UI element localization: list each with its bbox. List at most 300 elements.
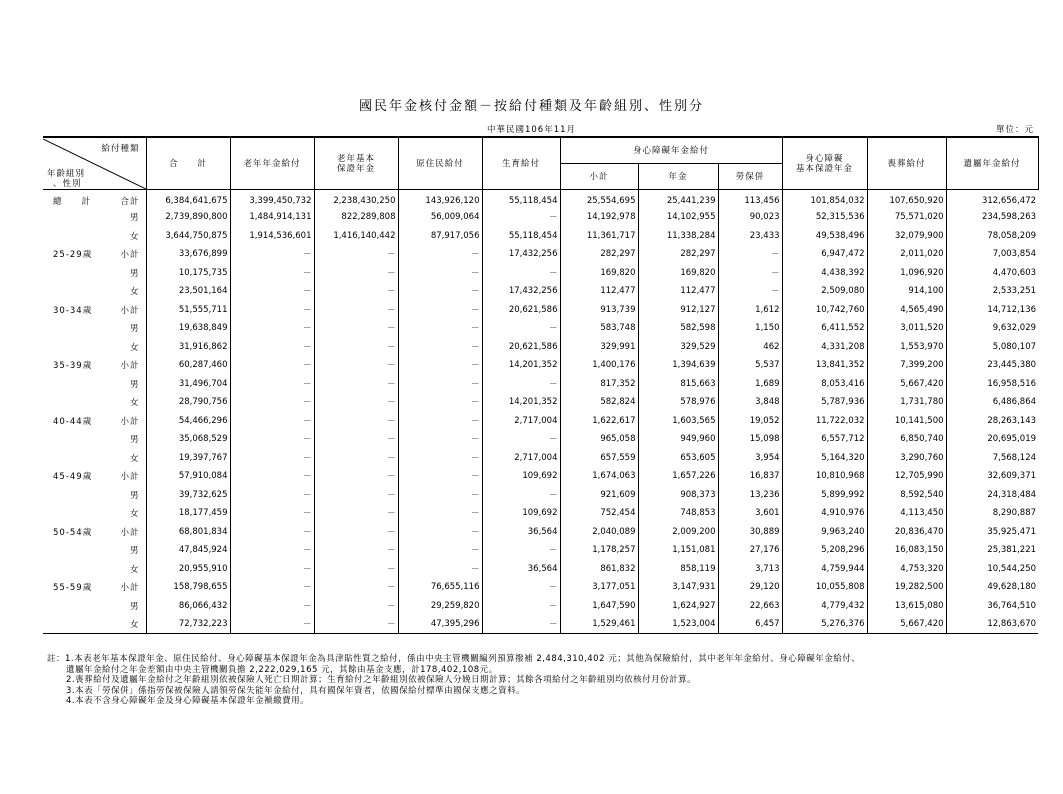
table-cell: 5,667,420: [867, 375, 946, 394]
table-cell: －: [398, 430, 482, 449]
header-disability-labor: 勞保併: [718, 164, 782, 190]
table-cell: 76,655,116: [398, 578, 482, 597]
table-cell: 109,692: [482, 467, 560, 486]
table-cell: 13,236: [718, 486, 782, 505]
row-sub-label: 女: [109, 338, 146, 357]
table-cell: －: [314, 301, 398, 320]
row-group-label: 55-59歲: [53, 583, 93, 594]
table-cell: 25,554,695: [560, 190, 638, 209]
table-cell: －: [314, 282, 398, 301]
table-cell: 913,739: [560, 301, 638, 320]
row-group-label: 總 計: [53, 196, 92, 207]
table-cell: 10,742,760: [782, 301, 867, 320]
table-cell: 4,565,490: [867, 301, 946, 320]
table-row: [43, 560, 1038, 579]
table-cell: 583,748: [560, 319, 638, 338]
table-cell: －: [230, 412, 314, 431]
table-row: [43, 245, 1038, 264]
table-cell: 752,454: [560, 504, 638, 523]
table-cell: 143,926,120: [398, 190, 482, 209]
table-row: [43, 615, 1038, 634]
table-cell: －: [314, 264, 398, 283]
table-cell: 33,676,899: [146, 245, 230, 264]
table-cell: 582,598: [638, 319, 718, 338]
table-cell: 312,656,472: [946, 190, 1038, 209]
table-cell: 22,663: [718, 597, 782, 616]
table-cell: 748,853: [638, 504, 718, 523]
table-cell: 1,484,914,131: [230, 208, 314, 227]
row-sub-label: 女: [109, 282, 146, 301]
corner-header: [43, 137, 146, 190]
header-disability-subtotal: 小計: [560, 164, 638, 190]
table-cell: －: [230, 560, 314, 579]
table-cell: －: [230, 282, 314, 301]
table-cell: 13,841,352: [782, 356, 867, 375]
table-cell: 52,315,536: [782, 208, 867, 227]
table-cell: 5,208,296: [782, 541, 867, 560]
table-cell: －: [718, 282, 782, 301]
header-disability-annuity: 年金: [638, 164, 718, 190]
table-cell: 4,753,320: [867, 560, 946, 579]
table-cell: 169,820: [638, 264, 718, 283]
table-cell: 3,848: [718, 393, 782, 412]
table-cell: 1,624,927: [638, 597, 718, 616]
table-cell: 582,824: [560, 393, 638, 412]
table-cell: 19,397,767: [146, 449, 230, 468]
table-cell: 51,555,711: [146, 301, 230, 320]
table-row: [43, 467, 1038, 486]
table-cell: 4,438,392: [782, 264, 867, 283]
row-group-label: [43, 430, 109, 449]
table-cell: 914,100: [867, 282, 946, 301]
table-cell: 7,399,200: [867, 356, 946, 375]
note-2: 2.喪葬給付及遺屬年金給付之年齡組別依被保險人死亡日期計算；生育給付之年齡組別依被保險人分娩日期計算；其餘各項給付之年齡組別均依核付月份計算。: [66, 675, 697, 685]
table-cell: 817,352: [560, 375, 638, 394]
table-cell: 3,601: [718, 504, 782, 523]
table-cell: －: [398, 449, 482, 468]
table-cell: －: [314, 467, 398, 486]
row-group-label: [43, 615, 109, 634]
table-cell: 462: [718, 338, 782, 357]
table-cell: －: [398, 356, 482, 375]
table-cell: 1,529,461: [560, 615, 638, 634]
table-cell: －: [314, 541, 398, 560]
table-cell: 1,150: [718, 319, 782, 338]
table-cell: 282,297: [638, 245, 718, 264]
header-old-age-basic: 老年基本 保證年金: [314, 137, 398, 190]
table-cell: 19,638,849: [146, 319, 230, 338]
table-cell: 68,801,834: [146, 523, 230, 542]
table-cell: －: [482, 597, 560, 616]
table-cell: 86,066,432: [146, 597, 230, 616]
table-cell: －: [314, 523, 398, 542]
table-row: [43, 412, 1038, 431]
table-cell: 2,717,004: [482, 449, 560, 468]
table-cell: 112,477: [638, 282, 718, 301]
header-total: 合 計: [146, 137, 230, 190]
table-cell: 11,361,717: [560, 227, 638, 246]
table-row: [43, 375, 1038, 394]
table-cell: 234,598,263: [946, 208, 1038, 227]
table-cell: －: [230, 467, 314, 486]
table-cell: 28,263,143: [946, 412, 1038, 431]
table-cell: －: [314, 597, 398, 616]
row-sub-label: 男: [109, 375, 146, 394]
row-group-label: [43, 375, 109, 394]
table-cell: 27,176: [718, 541, 782, 560]
table-cell: －: [482, 264, 560, 283]
table-cell: －: [482, 319, 560, 338]
table-cell: －: [398, 319, 482, 338]
table-cell: 17,432,256: [482, 245, 560, 264]
table-cell: －: [230, 578, 314, 597]
table-cell: －: [398, 467, 482, 486]
table-cell: －: [398, 282, 482, 301]
table-cell: －: [398, 504, 482, 523]
table-cell: 20,836,470: [867, 523, 946, 542]
table-cell: 3,011,520: [867, 319, 946, 338]
table-cell: 32,609,371: [946, 467, 1038, 486]
table-cell: 36,564: [482, 560, 560, 579]
row-sub-label: 女: [109, 560, 146, 579]
row-sub-label: 男: [109, 208, 146, 227]
table-cell: －: [482, 615, 560, 634]
table-cell: 1,657,226: [638, 467, 718, 486]
table-cell: －: [314, 449, 398, 468]
row-group-label: 30-34歲: [53, 305, 93, 316]
table-cell: 965,058: [560, 430, 638, 449]
table-cell: 6,457: [718, 615, 782, 634]
table-cell: 329,529: [638, 338, 718, 357]
table-cell: 5,787,936: [782, 393, 867, 412]
table-cell: 815,663: [638, 375, 718, 394]
table-cell: 20,955,910: [146, 560, 230, 579]
table-cell: 6,850,740: [867, 430, 946, 449]
table-cell: 2,509,080: [782, 282, 867, 301]
row-group-label: 40-44歲: [53, 416, 93, 427]
table-cell: 822,289,808: [314, 208, 398, 227]
table-cell: 10,810,968: [782, 467, 867, 486]
table-cell: 7,003,854: [946, 245, 1038, 264]
row-group-label: 50-54歲: [53, 527, 93, 538]
row-group-label: [43, 560, 109, 579]
row-group-label: [43, 486, 109, 505]
table-cell: 29,259,820: [398, 597, 482, 616]
table-row: [43, 430, 1038, 449]
row-sub-label: 小計: [109, 578, 146, 597]
table-cell: 4,910,976: [782, 504, 867, 523]
corner-bottom-label-2: 、性別: [53, 178, 82, 189]
table-cell: 1,674,063: [560, 467, 638, 486]
table-cell: －: [314, 319, 398, 338]
table-row: [43, 597, 1038, 616]
table-cell: －: [230, 338, 314, 357]
table-cell: 16,958,516: [946, 375, 1038, 394]
table-cell: 60,287,460: [146, 356, 230, 375]
table-row: [43, 449, 1038, 468]
table-cell: 657,559: [560, 449, 638, 468]
table-cell: －: [314, 412, 398, 431]
table-cell: 78,058,209: [946, 227, 1038, 246]
row-group-label: 35-39歲: [53, 361, 93, 372]
table-cell: 25,381,221: [946, 541, 1038, 560]
table-cell: 14,201,352: [482, 393, 560, 412]
table-cell: 1,647,590: [560, 597, 638, 616]
row-sub-label: 小計: [109, 356, 146, 375]
table-body: [43, 190, 1038, 634]
table-cell: －: [482, 430, 560, 449]
row-sub-label: 小計: [109, 245, 146, 264]
table-cell: 7,568,124: [946, 449, 1038, 468]
table-cell: －: [230, 504, 314, 523]
row-group-label: [43, 504, 109, 523]
row-sub-label: 小計: [109, 301, 146, 320]
table-cell: －: [230, 430, 314, 449]
table-cell: 8,290,887: [946, 504, 1038, 523]
table-cell: －: [230, 356, 314, 375]
table-row: [43, 338, 1038, 357]
table-row: [43, 301, 1038, 320]
table-cell: 858,119: [638, 560, 718, 579]
table-cell: 49,538,496: [782, 227, 867, 246]
table-row: [43, 282, 1038, 301]
table-cell: 17,432,256: [482, 282, 560, 301]
table-cell: 14,102,955: [638, 208, 718, 227]
table-cell: 25,441,239: [638, 190, 718, 209]
table-cell: 24,318,484: [946, 486, 1038, 505]
table-cell: 23,445,380: [946, 356, 1038, 375]
table-row: [43, 486, 1038, 505]
table-cell: 1,394,639: [638, 356, 718, 375]
table-cell: －: [230, 375, 314, 394]
table-cell: 653,605: [638, 449, 718, 468]
table-cell: 9,632,029: [946, 319, 1038, 338]
table-cell: 2,009,200: [638, 523, 718, 542]
table-cell: 16,083,150: [867, 541, 946, 560]
table-cell: 3,954: [718, 449, 782, 468]
table-cell: 5,080,107: [946, 338, 1038, 357]
table-cell: －: [230, 597, 314, 616]
row-sub-label: 男: [109, 541, 146, 560]
payment-table: [43, 136, 1039, 634]
table-cell: 29,120: [718, 578, 782, 597]
row-group-label: [43, 319, 109, 338]
table-cell: 19,282,500: [867, 578, 946, 597]
table-cell: 4,331,208: [782, 338, 867, 357]
table-cell: 4,759,944: [782, 560, 867, 579]
table-row: [43, 541, 1038, 560]
table-cell: 3,290,760: [867, 449, 946, 468]
table-cell: 4,113,450: [867, 504, 946, 523]
table-cell: －: [230, 449, 314, 468]
table-cell: 8,053,416: [782, 375, 867, 394]
row-sub-label: 合計: [109, 190, 146, 209]
table-cell: 55,118,454: [482, 227, 560, 246]
table-cell: 23,501,164: [146, 282, 230, 301]
table-cell: 35,925,471: [946, 523, 1038, 542]
table-cell: 109,692: [482, 504, 560, 523]
table-cell: 47,845,924: [146, 541, 230, 560]
table-cell: 56,009,064: [398, 208, 482, 227]
table-cell: 5,537: [718, 356, 782, 375]
table-cell: 36,764,510: [946, 597, 1038, 616]
footnotes: [47, 654, 860, 707]
table-cell: 1,178,257: [560, 541, 638, 560]
table-cell: 3,399,450,732: [230, 190, 314, 209]
row-sub-label: 女: [109, 449, 146, 468]
header-old-age: 老年年金給付: [230, 137, 314, 190]
corner-top-label: 給付種類: [101, 143, 140, 154]
table-cell: －: [314, 486, 398, 505]
row-group-label: [43, 449, 109, 468]
table-cell: －: [230, 393, 314, 412]
table-cell: 1,151,081: [638, 541, 718, 560]
row-group-label: [43, 597, 109, 616]
row-sub-label: 小計: [109, 467, 146, 486]
table-cell: 1,553,970: [867, 338, 946, 357]
table-cell: －: [314, 504, 398, 523]
table-cell: 90,023: [718, 208, 782, 227]
table-cell: 87,917,056: [398, 227, 482, 246]
table-cell: 6,486,864: [946, 393, 1038, 412]
table-cell: 23,433: [718, 227, 782, 246]
table-cell: －: [230, 615, 314, 634]
table-cell: －: [482, 208, 560, 227]
table-cell: 5,899,992: [782, 486, 867, 505]
table-cell: 20,621,586: [482, 338, 560, 357]
table-cell: 49,628,180: [946, 578, 1038, 597]
header-funeral: 喪葬給付: [867, 137, 946, 190]
note-3: 3.本表「勞保併」係指勞保被保險人請領勞保失能年金給付，具有國保年資者，依國保給付標準由國保支應之資料。: [66, 685, 526, 696]
table-cell: －: [398, 523, 482, 542]
row-sub-label: 女: [109, 393, 146, 412]
table-cell: 13,615,080: [867, 597, 946, 616]
table-cell: 8,592,540: [867, 486, 946, 505]
table-cell: －: [398, 541, 482, 560]
table-row: [43, 523, 1038, 542]
note-1: 註：1.本表老年基本保證年金、原住民給付、身心障礙基本保證年金為具津貼性質之給付，係由中央主管機關編列預算撥補 2,484,310,402 元；其他為保險給付，其中老年年金給付、身心障礙年金給付、: [47, 654, 861, 664]
row-sub-label: 男: [109, 597, 146, 616]
table-cell: 4,779,432: [782, 597, 867, 616]
table-cell: 54,466,296: [146, 412, 230, 431]
table-cell: －: [314, 245, 398, 264]
table-cell: 3,644,750,875: [146, 227, 230, 246]
row-sub-label: 男: [109, 486, 146, 505]
table-cell: 5,276,376: [782, 615, 867, 634]
table-cell: 6,557,712: [782, 430, 867, 449]
table-cell: 16,837: [718, 467, 782, 486]
table-row: [43, 264, 1038, 283]
row-group-label: [43, 338, 109, 357]
row-sub-label: 女: [109, 504, 146, 523]
table-cell: 6,947,472: [782, 245, 867, 264]
table-cell: 31,916,862: [146, 338, 230, 357]
table-cell: －: [398, 393, 482, 412]
table-cell: 2,739,890,800: [146, 208, 230, 227]
table-cell: 282,297: [560, 245, 638, 264]
table-cell: 908,373: [638, 486, 718, 505]
table-cell: 11,338,284: [638, 227, 718, 246]
row-group-label: [43, 541, 109, 560]
table-cell: －: [314, 578, 398, 597]
table-cell: 4,470,603: [946, 264, 1038, 283]
table-cell: 1,523,004: [638, 615, 718, 634]
table-cell: －: [314, 560, 398, 579]
table-row: [43, 504, 1038, 523]
table-cell: 2,717,004: [482, 412, 560, 431]
table-row: [43, 227, 1038, 246]
table-cell: 15,098: [718, 430, 782, 449]
table-cell: 28,790,756: [146, 393, 230, 412]
table-cell: 5,667,420: [867, 615, 946, 634]
table-cell: 10,141,500: [867, 412, 946, 431]
row-sub-label: 男: [109, 319, 146, 338]
table-cell: －: [230, 319, 314, 338]
table-cell: 1,416,140,442: [314, 227, 398, 246]
table-cell: 169,820: [560, 264, 638, 283]
table-cell: －: [230, 245, 314, 264]
table-cell: 72,732,223: [146, 615, 230, 634]
row-sub-label: 小計: [109, 412, 146, 431]
table-cell: －: [314, 375, 398, 394]
table-cell: －: [482, 578, 560, 597]
table-cell: 1,400,176: [560, 356, 638, 375]
table-cell: －: [398, 338, 482, 357]
table-cell: 12,705,990: [867, 467, 946, 486]
table-cell: 1,689: [718, 375, 782, 394]
table-cell: 19,052: [718, 412, 782, 431]
table-cell: 6,411,552: [782, 319, 867, 338]
note-4: 4.本表不含身心障礙年金及身心障礙基本保證年金褫繳費用。: [66, 696, 310, 706]
table-cell: －: [398, 486, 482, 505]
table-cell: 949,960: [638, 430, 718, 449]
table-cell: －: [398, 560, 482, 579]
table-row: [43, 356, 1038, 375]
table-cell: 912,127: [638, 301, 718, 320]
page-title: 國民年金核付金額－按給付種類及年齡組別、性別分: [358, 99, 704, 114]
table-cell: －: [314, 393, 398, 412]
table-cell: 6,384,641,675: [146, 190, 230, 209]
table-cell: 578,976: [638, 393, 718, 412]
table-cell: －: [314, 430, 398, 449]
table-cell: 112,477: [560, 282, 638, 301]
row-sub-label: 女: [109, 227, 146, 246]
row-group-label: [43, 227, 109, 246]
table-cell: 107,650,920: [867, 190, 946, 209]
row-group-label: 25-29歲: [53, 250, 93, 261]
table-cell: 18,177,459: [146, 504, 230, 523]
row-sub-label: 男: [109, 430, 146, 449]
table-cell: 9,963,240: [782, 523, 867, 542]
table-cell: 3,147,931: [638, 578, 718, 597]
table-cell: 36,564: [482, 523, 560, 542]
table-cell: 10,175,735: [146, 264, 230, 283]
table-cell: 2,533,251: [946, 282, 1038, 301]
table-cell: －: [718, 264, 782, 283]
table-cell: －: [718, 245, 782, 264]
corner-bottom-label-1: 年齡組別: [47, 168, 86, 179]
row-group-label: [43, 282, 109, 301]
table-cell: 12,863,670: [946, 615, 1038, 634]
row-group-label: [43, 208, 109, 227]
table-cell: 35,068,529: [146, 430, 230, 449]
table-cell: －: [482, 541, 560, 560]
row-sub-label: 女: [109, 615, 146, 634]
row-group-label: [43, 393, 109, 412]
table-cell: 2,011,020: [867, 245, 946, 264]
table-row: [43, 578, 1038, 597]
table-cell: 57,910,084: [146, 467, 230, 486]
